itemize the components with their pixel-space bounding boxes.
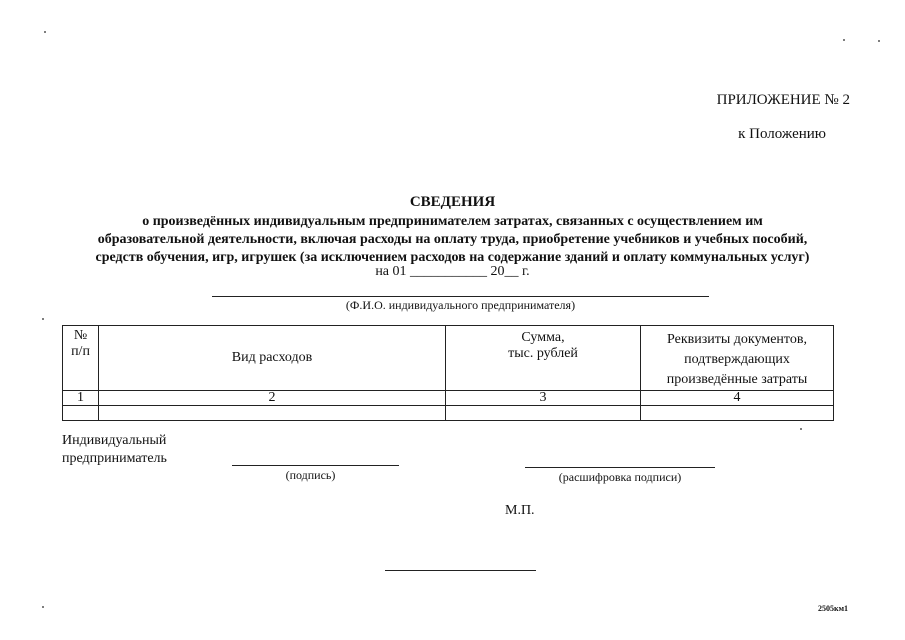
column-number-cell: 4 [641, 391, 834, 406]
header-sum [446, 326, 641, 391]
table-row [63, 406, 834, 421]
header-documents [641, 326, 834, 391]
signature-line [232, 465, 399, 466]
form-code: 2505км1 [818, 604, 849, 613]
subtitle-line: о произведённых индивидуальным предпринимателем затратах, связанных с осуществлением им [142, 214, 763, 229]
signature-decode-caption: (расшифровка подписи) [558, 470, 682, 484]
signer-label [62, 432, 167, 468]
table-row [63, 391, 834, 406]
document-subtitle [40, 213, 865, 267]
column-number-cell: 3 [446, 391, 641, 406]
scan-speck [44, 31, 46, 33]
appendix-number: ПРИЛОЖЕНИЕ № 2 [716, 92, 850, 108]
scan-speck [42, 606, 44, 608]
signature-decode-line [525, 467, 715, 468]
header-num [63, 326, 99, 391]
expenses-table [62, 325, 834, 421]
empty-cell [63, 406, 99, 421]
header-line: Сумма, [521, 330, 565, 345]
scan-speck [42, 318, 44, 320]
header-line: подтверждающих [684, 352, 790, 367]
scan-speck [878, 40, 880, 42]
header-line: № [73, 328, 88, 343]
empty-cell [446, 406, 641, 421]
subtitle-line: средств обучения, игр, игрушек (за исключением расходов на содержание зданий и оплату коммунальных услуг) [95, 250, 810, 265]
empty-cell [99, 406, 446, 421]
report-date-line: на 01 ___________ 20__ г. [375, 264, 530, 279]
fio-underline [212, 296, 709, 297]
table-header-row [63, 326, 834, 391]
header-line: п/п [71, 344, 90, 359]
signer-label-line: Индивидуальный [62, 433, 167, 448]
header-expense-type: Вид расходов [99, 326, 446, 391]
signer-label-line: предприниматель [62, 451, 167, 466]
stamp-place: М.П. [505, 503, 535, 518]
empty-cell [641, 406, 834, 421]
scan-speck [843, 39, 845, 41]
header-line: Реквизиты документов, [667, 332, 807, 347]
fio-caption: (Ф.И.О. индивидуального предпринимателя) [345, 298, 576, 312]
bottom-line [385, 570, 536, 571]
signature-caption: (подпись) [285, 468, 336, 482]
scan-speck [800, 428, 802, 430]
subtitle-line: образовательной деятельности, включая расходы на оплату труда, приобретение учебников и учебных пособий, [97, 232, 808, 247]
document-title: СВЕДЕНИЯ [409, 194, 496, 210]
column-number-cell: 2 [99, 391, 446, 406]
column-number-cell: 1 [63, 391, 99, 406]
header-line: произведённые затраты [666, 372, 808, 387]
regulation-reference: к Положению [738, 126, 826, 142]
header-line: тыс. рублей [508, 346, 578, 361]
